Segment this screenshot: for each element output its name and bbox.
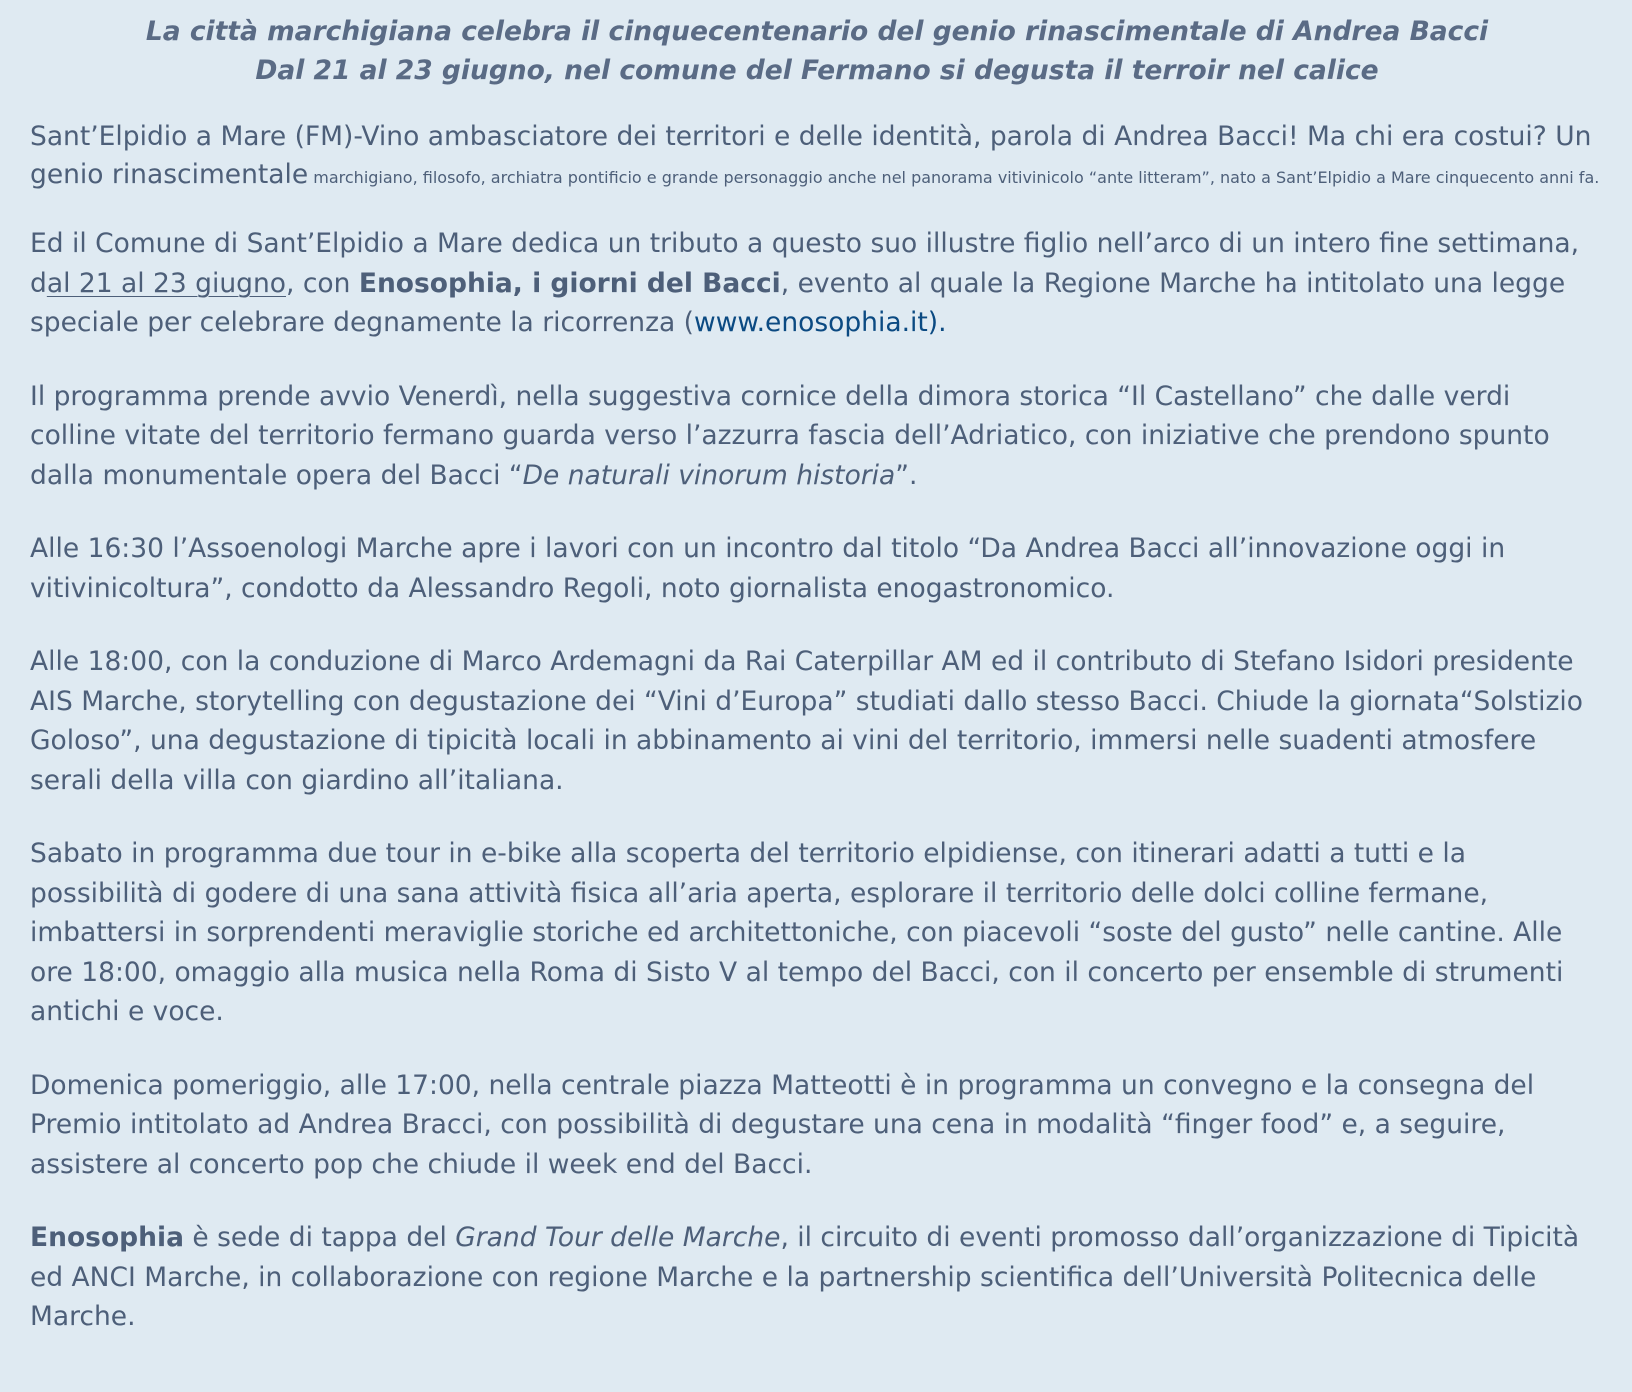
intro-small-text: marchigiano, filosofo, archiatra pontificio e grande personaggio anche nel panorama vitivinicolo “ante litteram”, nato a Sant’Elpidio a Mare cinquecento anni fa.: [308, 168, 1600, 187]
tribute-text-3: , evento al quale la Regione Marche ha intitolato una legge speciale per celebrare degnamente la ricorrenza (: [30, 267, 1566, 338]
book-title: De naturali vinorum historia: [522, 459, 896, 491]
tribute-text-4: ).: [927, 307, 947, 338]
website-link[interactable]: www.enosophia.it: [694, 307, 928, 338]
friday-text-1: Il programma prende avvio Venerdì, nella suggestiva cornice della dimora storica “Il Castellano” che dalle verdi colline vitate del territorio fermano guarda verso l’azzurra fascia dell’Adriatico, con iniziative che prendono spunto dalla monumentale opera del Bacci “: [30, 380, 1550, 491]
paragraph-grand-tour: [30, 1218, 1604, 1337]
event-name: Enosophia, i giorni del Bacci: [358, 267, 781, 299]
friday-text-2: ”.: [895, 459, 918, 491]
paragraph-evening: Alle 18:00, con la conduzione di Marco Ardemagni da Rai Caterpillar AM ed il contributo di Stefano Isidori presidente AIS Marche, storytelling con degustazione dei “Vini d’Europa” studiati dallo stesso Bacci. Chiude la giornata“Solstizio Goloso”, una degustazione di tipicità locali in abbinamento ai vini del territorio, immersi nelle suadenti atmosfere serali della villa con giardino all’italiana.: [30, 646, 1583, 796]
grand-tour-text-1: è sede di tappa del: [183, 1222, 456, 1253]
paragraph-friday: [30, 377, 1604, 496]
event-dates: al 21 al 23 giugno: [46, 267, 286, 299]
enosophia-bold: Enosophia: [30, 1222, 184, 1253]
headline-line-1: La città marchigiana celebra il cinquecentenario del genio rinascimentale di Andrea Bacci: [145, 16, 1489, 47]
grand-tour-text-2: , il circuito di eventi promosso dall’organizzazione di Tipicità ed ANCI Marche, in collaborazione con regione Marche e la partnership scientifica dell’Università Politecnica delle Marche.: [30, 1222, 1580, 1332]
intro-lead-text: Sant’Elpidio a Mare (FM)-Vino ambasciatore dei territori e delle identità, parola di Andrea Bacci! Ma chi era costui? Un genio rinascimentale: [30, 121, 1592, 190]
headline-line-2: Dal 21 al 23 giugno, nel comune del Fermano si degusta il terroir nel calice: [255, 55, 1379, 86]
tribute-text-1: Ed il Comune di Sant’Elpidio a Mare dedica un tributo a questo suo illustre figlio nell’arco di un intero fine settimana, d: [30, 228, 1580, 299]
grand-tour-name: Grand Tour delle Marche: [455, 1222, 781, 1253]
paragraph-assoenologi: Alle 16:30 l’Assoenologi Marche apre i lavori con un incontro dal titolo “Da Andrea Bacci all’innovazione oggi in vitivinicoltura”, condotto da Alessandro Regoli, noto giornalista enogastronomico.: [30, 533, 1506, 604]
paragraph-intro: [30, 118, 1604, 194]
paragraph-saturday: Sabato in programma due tour in e-bike alla scoperta del territorio elpidiense, con itinerari adatti a tutti e la possibilità di godere di una sana attività fisica all’aria aperta, esplorare il territorio delle dolci colline fermane, imbattersi in sorprendenti meraviglie storiche ed architettoniche, con piacevoli “soste del gusto” nelle cantine. Alle ore 18:00, omaggio alla musica nella Roma di Sisto V al tempo del Bacci, con il concerto per ensemble di strumenti antichi e voce.: [30, 838, 1564, 1027]
paragraph-sunday: Domenica pomeriggio, alle 17:00, nella centrale piazza Matteotti è in programma un convegno e la consegna del Premio intitolato ad Andrea Bracci, con possibilità di degustare una cena in modalità “finger food” e, a seguire, assistere al concerto pop che chiude il week end del Bacci.: [30, 1069, 1535, 1180]
tribute-text-2: , con: [285, 267, 359, 299]
paragraph-tribute: [30, 224, 1604, 343]
article-headline: [30, 12, 1604, 90]
